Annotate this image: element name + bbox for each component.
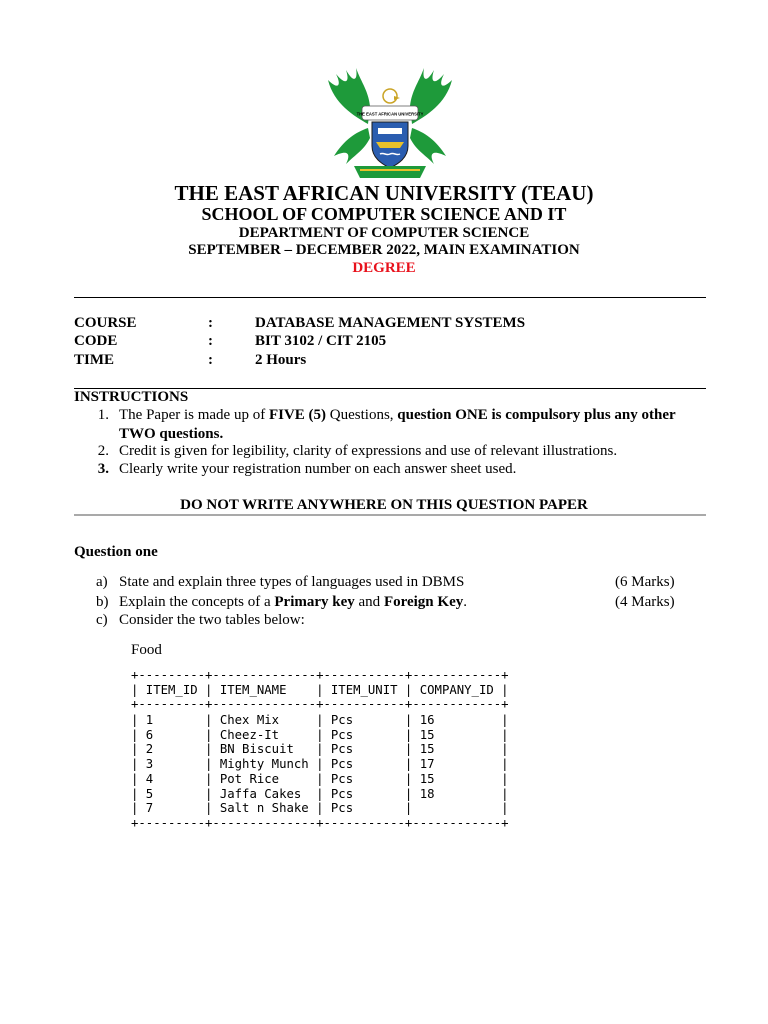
table-row: | 6 | Cheez-It | Pcs | 15 | [131, 728, 509, 742]
table-caption: Food [131, 642, 162, 658]
instruction-item: Clearly write your registration number on each answer sheet used. [119, 461, 517, 477]
table-header-row: | ITEM_ID | ITEM_NAME | ITEM_UNIT | COMPANY_ID | [131, 683, 509, 697]
question-part-letter: a) [96, 574, 108, 590]
instruction-item-continued: TWO questions. [119, 426, 224, 442]
university-crest-logo [324, 66, 456, 182]
code-value: BIT 3102 / CIT 2105 [255, 333, 387, 349]
department-title: DEPARTMENT OF COMPUTER SCIENCE [238, 225, 530, 241]
question-part-letter: b) [96, 594, 109, 610]
logo-text: THE EAST AFRICAN UNIVERSITY [356, 111, 424, 117]
table-border: +---------+--------------+-----------+------------+ [131, 668, 509, 682]
school-title: SCHOOL OF COMPUTER SCIENCE AND IT [201, 204, 567, 224]
instruction-item: The Paper is made up of FIVE (5) Questions, question ONE is compulsory plus any other [119, 407, 676, 423]
table-row: | 1 | Chex Mix | Pcs | 16 | [131, 713, 509, 727]
warning-notice: DO NOT WRITE ANYWHERE ON THIS QUESTION PAPER [180, 497, 588, 513]
time-sep: : [208, 352, 213, 368]
table-row: | 4 | Pot Rice | Pcs | 15 | [131, 772, 509, 786]
table-row: | 2 | BN Biscuit | Pcs | 15 | [131, 742, 509, 756]
instruction-number: 2. [97, 443, 109, 459]
question-part-text: Explain the concepts of a Primary key and Foreign Key. [119, 594, 467, 610]
university-title: THE EAST AFRICAN UNIVERSITY (TEAU) [174, 181, 594, 205]
exam-period: SEPTEMBER – DECEMBER 2022, MAIN EXAMINATION [188, 242, 580, 258]
instruction-number: 3. [97, 461, 109, 477]
instruction-number: 1. [97, 407, 109, 423]
question-part-text: State and explain three types of languages used in DBMS [119, 574, 465, 590]
marks-label: (6 Marks) [615, 574, 675, 590]
divider [74, 514, 706, 516]
question-title: Question one [74, 544, 158, 560]
table-border: +---------+--------------+-----------+------------+ [131, 697, 509, 711]
code-label: CODE [74, 333, 118, 349]
time-value: 2 Hours [255, 352, 307, 368]
table-row: | 3 | Mighty Munch | Pcs | 17 | [131, 757, 509, 771]
question-part-letter: c) [96, 612, 108, 628]
course-label: COURSE [74, 315, 137, 331]
marks-label: (4 Marks) [615, 594, 675, 610]
code-sep: : [208, 333, 213, 349]
course-value: DATABASE MANAGEMENT SYSTEMS [255, 315, 526, 331]
course-sep: : [208, 315, 213, 331]
table-row: | 5 | Jaffa Cakes | Pcs | 18 | [131, 787, 509, 801]
divider [74, 297, 706, 298]
table-row: | 7 | Salt n Shake | Pcs | | [131, 801, 509, 815]
instruction-item: Credit is given for legibility, clarity of expressions and use of relevant illustrations. [119, 443, 618, 459]
degree-label: DEGREE [352, 260, 416, 276]
instructions-heading: INSTRUCTIONS [74, 389, 189, 405]
table-border: +---------+--------------+-----------+------------+ [131, 816, 509, 830]
time-label: TIME [74, 352, 115, 368]
question-part-text: Consider the two tables below: [119, 612, 305, 628]
